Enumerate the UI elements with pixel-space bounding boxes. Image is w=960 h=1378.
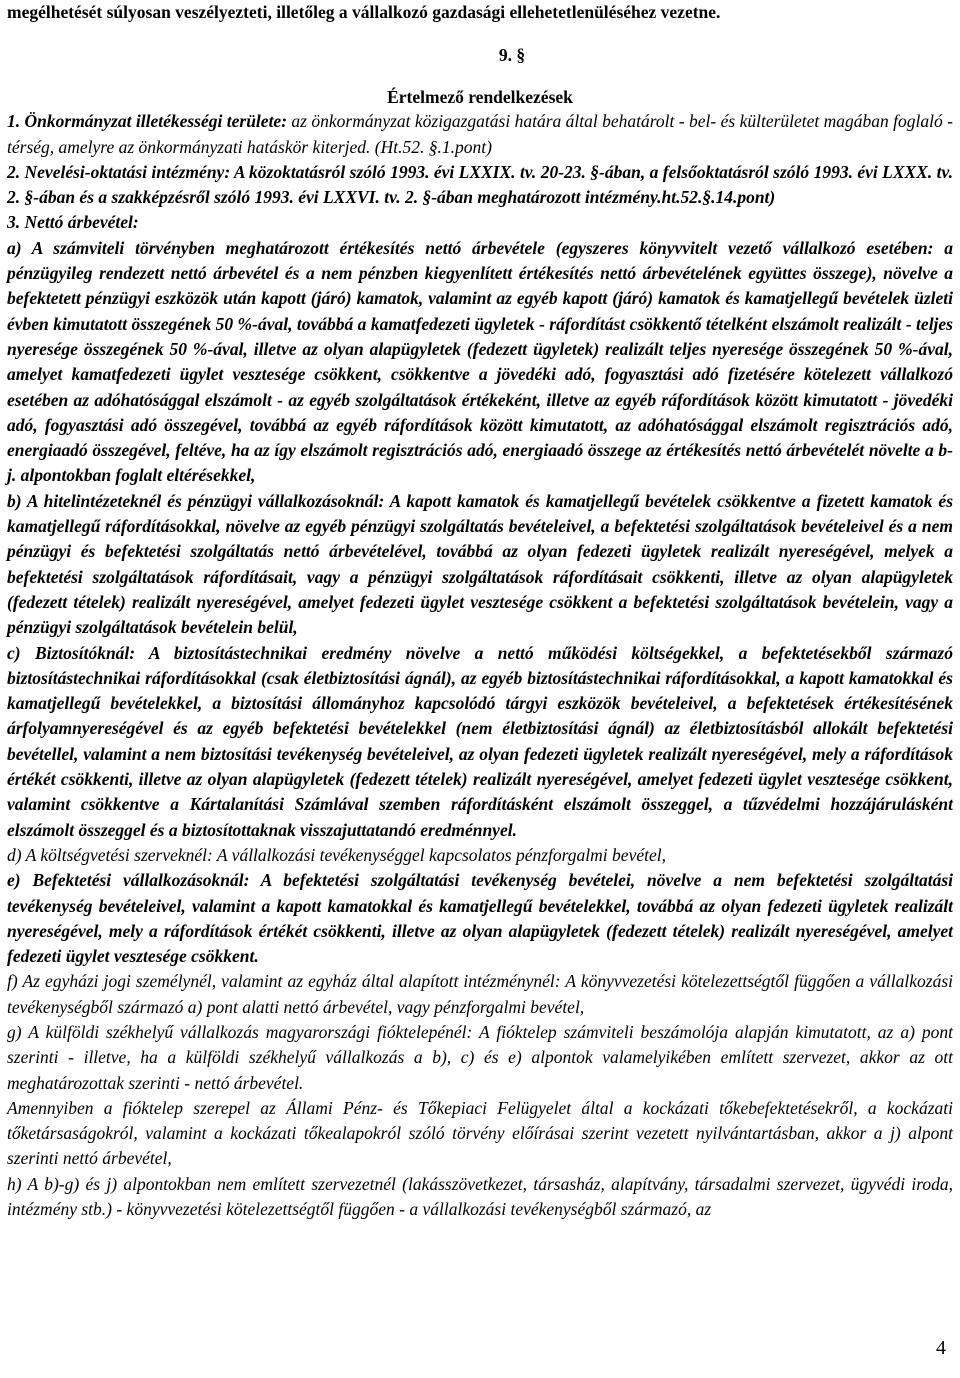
page-number: 4 bbox=[936, 1337, 946, 1359]
definition-3-g: g) A külföldi székhelyű vállalkozás magyarországi fióktelepénél: A fióktelep számviteli beszámolója alapján kimutatott, az a) pont szerinti - illetve, ha a külföldi székhelyű vállalkozás a b), c) és e) alpontok valamelyikében említett szervezet, akkor az ott meghatározottak szerinti - nettó árbevétel. bbox=[7, 1021, 953, 1093]
section-title: Értelmező rendelkezések bbox=[387, 87, 573, 108]
section-number: 9. § bbox=[498, 45, 526, 66]
definition-1-text: az önkormányzat közigazgatási határa által behatárolt - bel- és külterületet magában foglaló - térség, amelyre az önkormányzati hatáskör kiterjed. (Ht.52. §.1.pont) bbox=[7, 111, 953, 157]
definition-3-c: c) Biztosítóknál: A biztosítástechnikai eredmény növelve a nettó működési költségekkel, a befektetésekből származó biztosítástechnikai ráfordításokkal (csak életbiztosítási ágnál), az egyéb biztosítástechnikai ráfordításokkal, a kapott kamatokkal és kamatjellegű bevételekkel, a biztosítási állományhoz kapcsolódó tárgyi eszközök bevételeivel, a befektetések értékesítésének árfolyamnyereségével és az egyéb befektetési bevételekkel (nem életbiztosítási ágnál) az életbiztosításból allokált befektetési bevétellel, valamint a nem biztosítási tevékenység bevételeivel, az olyan fedezeti ügyletek realizált nyereségével, mely a ráfordítások értékét csökkenti, illetve az olyan alapügyletek (fedezett tételek) realizált nyereségével, amelyet fedezeti ügylet vesztesége csökkent, valamint csökkentve a Kártalanítási Számlával szemben ráfordításként elszámolt összeggel, a tűzvédelmi hozzájárulásként elszámolt összeggel és a biztosítottaknak visszajuttatandó eredménnyel. bbox=[7, 642, 953, 840]
definition-3-g-continuation: Amennyiben a fióktelep szerepel az Állami Pénz- és Tőkepiaci Felügyelet által a kockázati tőkebefektetésekről, a kockázati tőketársaságokról, valamint a kockázati tőkealapokról szóló törvény előírásai szerint vezetett nyilvántartásban, akkor a j) alpont szerinti nettó árbevétel, bbox=[7, 1097, 953, 1169]
definition-3-b: b) A hitelintézeteknél és pénzügyi vállalkozásoknál: A kapott kamatok és kamatjellegű bevételek csökkentve a fizetett kamatok és kamatjellegű ráfordításokkal, növelve az egyéb pénzügyi szolgáltatás bevételeivel, a befektetési szolgáltatások bevételeivel és a nem pénzügyi és befektetési szolgáltatás nettó árbevételével, továbbá az olyan fedezeti ügyletek realizált nyereségével, melyek a befektetési szolgáltatások ráfordításait, vagy a pénzügyi szolgáltatások ráfordításait csökkenti, illetve az olyan alapügyletek (fedezett tételek) realizált nyereségével, amelyet fedezeti ügylet vesztesége csökkent a befektetési szolgáltatások bevételein, vagy a pénzügyi szolgáltatások bevételein belül, bbox=[7, 490, 953, 638]
definition-3-heading: 3. Nettó árbevétel: bbox=[7, 212, 139, 233]
definition-3-e: e) Befektetési vállalkozásoknál: A befektetési szolgáltatási tevékenység bevételei, növelve a nem befektetési szolgáltatási tevékenység bevételeivel, valamint a kapott kamatokkal és kamatjellegű bevételekkel, továbbá az olyan fedezeti ügyletek realizált nyereségével, mely a ráfordítások értékét csökkenti, illetve az olyan alapügyletek (fedezett tételek) realizált nyereségével, amelyet fedezeti ügylet vesztesége csökkent. bbox=[7, 870, 953, 967]
definition-3-d: d) A költségvetési szerveknél: A vállalkozási tevékenységgel kapcsolatos pénzforgalmi bevétel, bbox=[7, 844, 666, 865]
definition-3-f: f) Az egyházi jogi személynél, valamint az egyház által alapított intézménynél: A könyvvezetési kötelezettségtől függően a vállalkozási tevékenységből származó a) pont alatti nettó árbevétel, vagy pénzforgalmi bevétel, bbox=[7, 971, 953, 1017]
definition-1 bbox=[7, 109, 953, 160]
continuation-line: megélhetését súlyosan veszélyezteti, illetőleg a vállalkozó gazdasági ellehetetlenüléséhez vezetne. bbox=[7, 2, 721, 22]
definition-3-a: a) A számviteli törvényben meghatározott értékesítés nettó árbevétele (egyszeres könyvvitelt vezető vállalkozó esetében: a pénzügyileg rendezett nettó árbevétel és a nem pénzben kiegyenlített értékesítés nettó árbevételének együttes összege), növelve a befektetett pénzügyi eszközök után kapott (járó) kamatok, valamint az egyéb kapott (járó) kamatok és kamatjellegű bevételek üzleti évben kimutatott összegének 50 %-ával, továbbá a kamatfedezeti ügyletek - ráfordítást csökkentő tételként elszámolt realizált - teljes nyeresége összegének 50 %-ával, illetve az olyan alapügyletek (fedezett ügyletek) realizált teljes nyeresége összegének 50 %-ával, amelyet kamatfedezeti ügylet vesztesége csökkent, csökkentve a jövedéki adó, fogyasztási adó fizetésére kötelezett vállalkozó esetében az adóhatósággal elszámolt - az egyéb szolgáltatások értékeként, illetve az egyéb ráfordítások között kimutatott - jövedéki adó, fogyasztási adó összegével, továbbá az egyéb ráfordítások között kimutatott, az adóhatósággal elszámolt regisztrációs adó, energiaadó összegével, feltéve, ha az így elszámolt regisztrációs adó, energiaadó összege az értékesítés nettó árbevételét növelte a b-j. alpontokban foglalt eltérésekkel, bbox=[7, 237, 953, 486]
definition-2: 2. Nevelési-oktatási intézmény: A közoktatásról szóló 1993. évi LXXIX. tv. 20-23. §-ában, a felsőoktatásról szóló 1993. évi LXXX. tv. 2. §-ában és a szakképzésről szóló 1993. évi LXXVI. tv. 2. §-ában meghatározott intézmény.ht.52.§.14.pont) bbox=[7, 161, 953, 208]
document-page bbox=[7, 0, 953, 1222]
definition-3-h: h) A b)-g) és j) alpontokban nem említett szervezetnél (lakásszövetkezet, társasház, alapítvány, társadalmi szervezet, ügyvédi iroda, intézmény stb.) - könyvvezetési kötelezettségtől függően - a vállalkozási tevékenységből származó, az bbox=[7, 1173, 953, 1220]
definition-1-term: 1. Önkormányzat illetékességi területe: bbox=[7, 111, 288, 132]
